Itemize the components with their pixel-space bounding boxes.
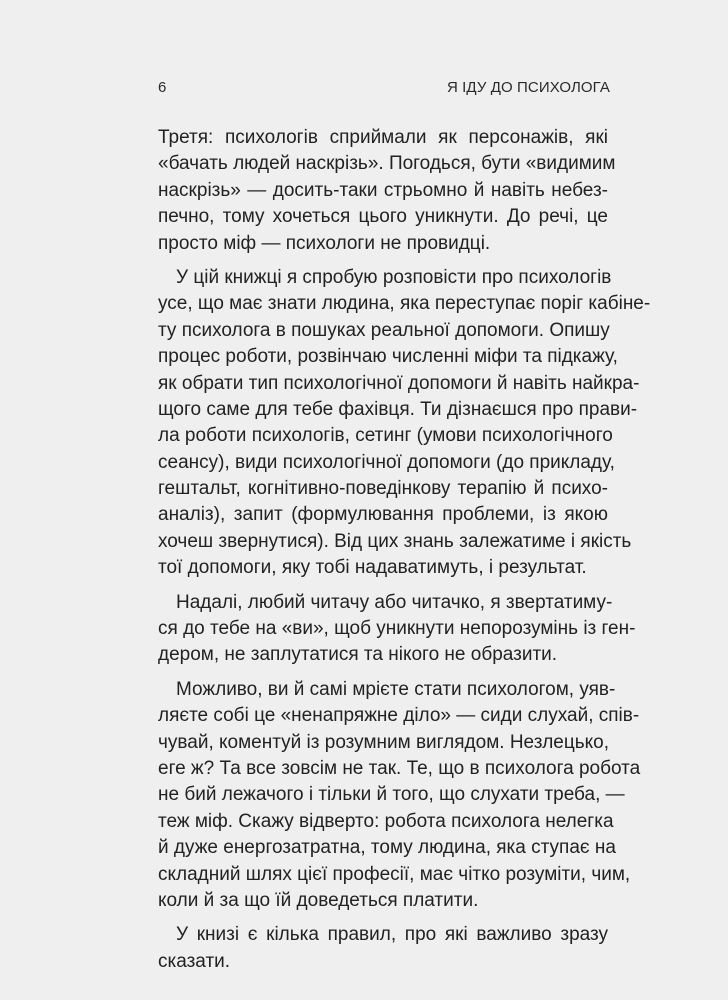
- text-line: печно, тому хочеться цього уникнути. До речі, це: [158, 206, 608, 228]
- text-line: щого саме для тебе фахівця. Ти дізнаєшся про прави-: [158, 398, 638, 420]
- text-line: Надалі, любий читачу або читачко, я звертатиму-: [176, 591, 613, 613]
- text-line: просто міф — психологи не провидці.: [158, 232, 491, 254]
- text-line: сеансу), види психологічної допомоги (до прикладу,: [158, 451, 615, 473]
- text-line: складний шлях цієї професії, має чітко розуміти, чим,: [158, 863, 631, 885]
- text-line: й дуже енергозатратна, тому людина, яка ступає на: [158, 837, 616, 859]
- text-line: процес роботи, розвінчаю численні міфи та підкажу,: [158, 346, 618, 368]
- body-text: [158, 125, 651, 983]
- text-line: У цій книжці я спробую розповісти про психологів: [176, 266, 612, 288]
- text-line: сказати.: [158, 950, 231, 972]
- text-line: теж міф. Скажу відверто: робота психолога нелегка: [158, 810, 614, 832]
- text-line: ся до тебе на «ви», щоб уникнути непорозумінь із ген-: [158, 618, 636, 640]
- text-line: як обрати тип психологічної допомоги й навіть найкра-: [158, 372, 640, 394]
- text-line: дером, не заплутатися та нікого не образити.: [158, 644, 558, 666]
- page-number: 6: [158, 79, 167, 96]
- text-line: У книзі є кілька правил, про які важливо зразу: [176, 924, 608, 946]
- text-line: хочеш звернутися). Від цих знань залежатиме і якість: [158, 530, 632, 552]
- text-line: не бий лежачого і тільки й того, що слухати треба, —: [158, 784, 625, 806]
- text-line: наскрізь» — досить-таки стрьомно й навіть небез-: [158, 179, 608, 201]
- text-line: усе, що має знати людина, яка переступає поріг кабіне-: [158, 293, 651, 315]
- text-line: тої допомоги, яку тобі надаватимуть, і результат.: [158, 557, 587, 579]
- paragraph-2: [158, 265, 651, 582]
- paragraph-5: [158, 922, 608, 975]
- text-line: еге ж? Та все зовсім не так. Те, що в психолога робота: [158, 757, 641, 779]
- text-line: ляєте собі це «ненапряжне діло» — сиди слухай, спів-: [158, 705, 640, 727]
- book-title: Я ІДУ ДО ПСИХОЛОГА: [446, 79, 610, 96]
- text-line: Можливо, ви й самі мрієте стати психологом, уяв-: [176, 678, 616, 700]
- text-line: гештальт, когнітивно-поведінкову терапію й психо-: [158, 478, 608, 500]
- text-line: ла роботи психологів, сетинг (умови психологічного: [158, 425, 613, 447]
- paragraph-3: [158, 590, 636, 669]
- running-header: [158, 79, 610, 99]
- text-line: «бачать людей наскрізь». Погодься, бути «видимим: [158, 153, 616, 175]
- text-line: ту психолога в пошуках реальної допомоги. Опишу: [158, 319, 610, 341]
- text-line: аналіз), запит (формулювання проблеми, із якою: [158, 504, 608, 526]
- text-line: чувай, коментуй із розумним виглядом. Незлецько,: [158, 731, 610, 753]
- paragraph-1: [158, 125, 616, 257]
- text-line: коли й за що їй доведеться платити.: [158, 889, 479, 911]
- text-line: Третя: психологів сприймали як персонажів, які: [158, 127, 608, 148]
- paragraph-4: [158, 677, 641, 915]
